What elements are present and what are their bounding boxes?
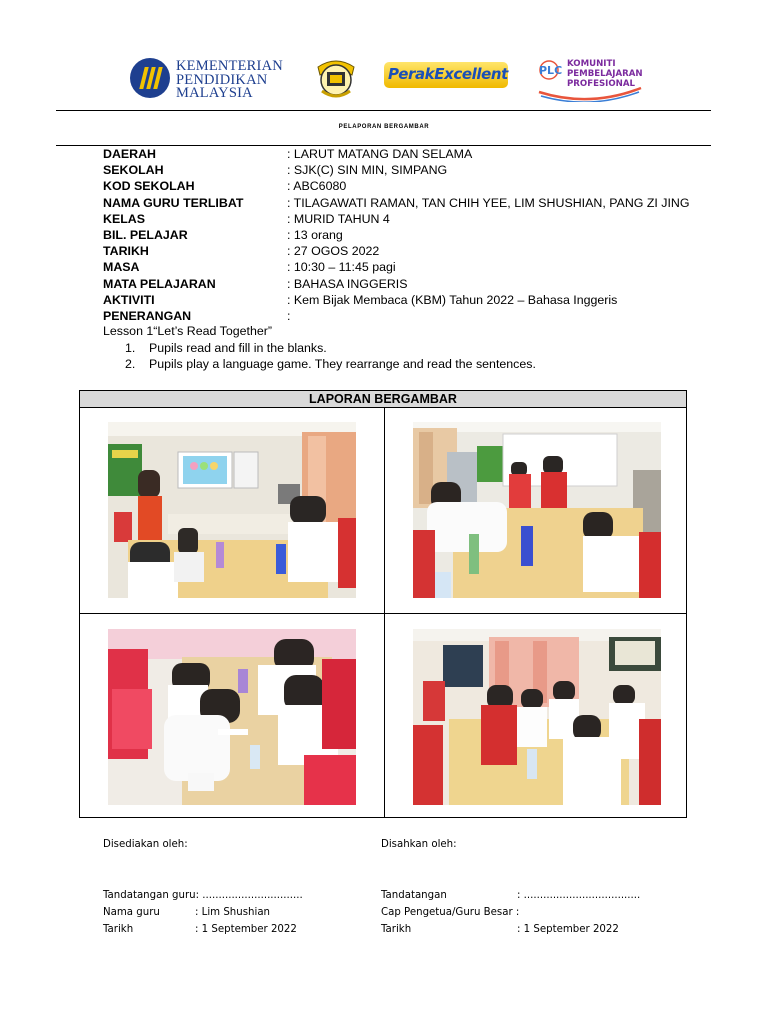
info-row-bil-pelajar: BIL. PELAJAR : 13 orang: [103, 228, 343, 243]
approved-by-label: Disahkan oleh:: [381, 839, 457, 850]
info-row-nama-guru: NAMA GURU TERLIBAT : TILAGAWATI RAMAN, TAN CHIH YEE, LIM SHUSHIAN, PANG ZI JING: [103, 195, 690, 210]
perak-excellent-logo: PerakExcellent: [384, 62, 508, 88]
teacher-date-value: : 1 September 2022: [195, 924, 297, 935]
teacher-name-label: Nama guru: [103, 907, 160, 918]
perak-crest-icon: [312, 53, 360, 101]
info-row-kod-sekolah: KOD SEKOLAH : ABC6080: [103, 179, 347, 194]
lesson-title: Lesson 1“Let’s Read Together”: [103, 324, 272, 338]
info-row-daerah: DAERAH : LARUT MATANG DAN SELAMA: [103, 147, 473, 161]
photo-table-header: LAPORAN BERGAMBAR: [80, 391, 686, 408]
kpm-logo: [130, 58, 283, 104]
plc-logo-text: KOMUNITI PEMBELAJARAN PROFESIONAL: [567, 59, 643, 89]
info-row-masa: MASA : 10:30 – 11:45 pagi: [103, 260, 396, 275]
approver-date-label: Tarikh: [381, 924, 412, 935]
info-row-penerangan: PENERANGAN :: [103, 309, 291, 324]
info-block: [103, 146, 690, 324]
photo-pupils-waving: [413, 629, 661, 805]
photo-teachers-table: [413, 422, 661, 598]
photo-report-table: [79, 390, 687, 818]
page-title: PELAPORAN BERGAMBAR: [338, 124, 430, 130]
approver-signature-dots: : ....................................: [517, 890, 641, 901]
info-row-mata-pelajaran: MATA PELAJARAN : BAHASA INGGERIS: [103, 276, 408, 291]
info-row-kelas: KELAS : MURID TAHUN 4: [103, 211, 390, 226]
plc-mark: PLC: [539, 64, 563, 77]
info-row-sekolah: SEKOLAH : SJK(C) SIN MIN, SIMPANG: [103, 163, 448, 178]
photo-classroom-projector: [108, 422, 356, 598]
teacher-date-label: Tarikh: [103, 924, 134, 935]
header-rule-top: [56, 110, 711, 111]
lesson-item: 1. Pupils read and fill in the blanks.: [125, 340, 327, 355]
photo-pupils-game: [108, 629, 356, 805]
teacher-signature-line: Tandatangan guru: ...............................: [103, 890, 303, 901]
approver-signature-label: Tandatangan: [381, 890, 447, 901]
prepared-by-label: Disediakan oleh:: [103, 839, 188, 850]
plc-logo: [535, 58, 645, 102]
approver-stamp-label: Cap Pengetua/Guru Besar :: [381, 907, 520, 918]
kpm-emblem-icon: [130, 58, 170, 98]
lesson-description: [103, 323, 536, 373]
approver-date-value: : 1 September 2022: [517, 924, 619, 935]
lesson-item: 2. Pupils play a language game. They rearrange and read the sentences.: [125, 357, 536, 371]
info-row-aktiviti: AKTIVITI : Kem Bijak Membaca (KBM) Tahun 2022 – Bahasa Inggeris: [103, 292, 618, 307]
kpm-logo-text: KEMENTERIAN PENDIDIKAN MALAYSIA: [176, 58, 283, 101]
teacher-name-value: : Lim Shushian: [195, 907, 271, 918]
info-row-tarikh: TARIKH : 27 OGOS 2022: [103, 244, 380, 259]
